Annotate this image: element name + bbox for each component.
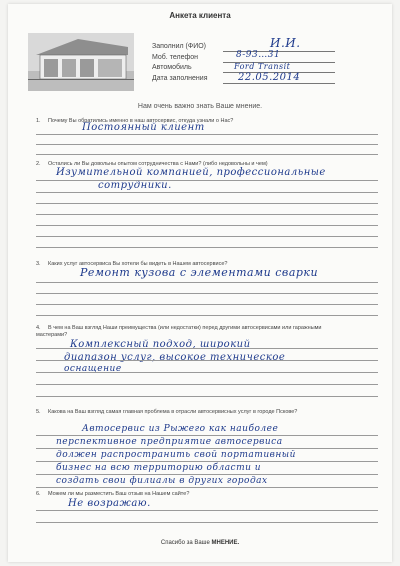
thanks-footer (8, 540, 392, 546)
question-number: 4. (36, 325, 41, 331)
answer-line (36, 461, 378, 462)
answer-5-line-3: должен распространить свой портативный (56, 450, 296, 460)
question-text: Каких услуг автосервиса Вы хотели бы видеть в Нашем автосервисе? (48, 261, 228, 267)
question-text: Почему Вы обратились именно в наш автосервис, откуда узнали о Нас? (48, 118, 234, 124)
answer-line (36, 154, 378, 155)
answer-line (36, 293, 378, 294)
question-5 (36, 409, 336, 416)
company-logo (28, 33, 134, 91)
answer-line (36, 448, 378, 449)
answer-6-line-1: Не возражаю. (68, 498, 151, 509)
answer-line (36, 474, 378, 475)
field-value-car: Ford Transit (234, 62, 291, 71)
thanks-emphasis: МНЕНИЕ. (211, 540, 240, 546)
field-label-date: Дата заполнения (152, 75, 208, 82)
answer-3-line-1: Ремонт кузова с элементами сварки (80, 266, 319, 279)
question-number: 5. (36, 409, 41, 415)
answer-line (36, 282, 378, 283)
answer-4-line-1: Комплексный подход, широкий (70, 339, 251, 350)
answer-line (36, 203, 378, 204)
answer-line (36, 214, 378, 215)
answer-5-line-1: Автосервис из Рыжего как наиболее (82, 424, 279, 434)
field-label-phone: Моб. телефон (152, 54, 198, 61)
field-value-name: И.И. (270, 36, 301, 50)
question-number: 6. (36, 491, 41, 497)
answer-5-line-5: создать свои филиалы в других городах (56, 476, 268, 486)
answer-line (36, 396, 378, 397)
question-text: В чем на Ваш взгляд Наши преимущества (или недостатки) перед другими автосервисами или гаражными мастерами? (36, 325, 322, 338)
field-value-date: 22.05.2014 (238, 72, 301, 83)
answer-4-line-2: диапазон услуг, высокое техническое (64, 352, 286, 363)
answer-line (36, 372, 378, 373)
answer-2-line-2: сотрудники. (98, 180, 172, 191)
question-4 (36, 325, 336, 339)
form-title: Анкета клиента (169, 11, 231, 20)
answer-line (36, 348, 378, 349)
question-text: Какова на Ваш взгляд самая главная проблема в отрасли автосервисных услуг в городе Пскове? (48, 409, 298, 415)
answer-2-line-1: Изумительной компанией, профессиональные (56, 167, 326, 178)
field-value-phone: 8-93…31 (236, 50, 281, 60)
answer-line (36, 435, 378, 436)
question-number: 2. (36, 161, 41, 167)
answer-line (36, 236, 378, 237)
field-line-date (223, 83, 335, 84)
answer-line (36, 144, 378, 145)
answer-line (36, 384, 378, 385)
answer-1-line-1: Постоянный клиент (82, 122, 205, 133)
answer-line (36, 192, 378, 193)
answer-line (36, 225, 378, 226)
field-label-car: Автомобиль (152, 64, 192, 71)
answer-4-line-3: оснащение (64, 364, 122, 374)
answer-line (36, 522, 378, 523)
answer-line (36, 487, 378, 488)
question-6 (36, 491, 336, 498)
answer-5-line-2: перспективное предприятие автосервиса (56, 437, 283, 447)
answer-line (36, 134, 378, 135)
question-number: 3. (36, 261, 41, 267)
answer-line (36, 315, 378, 316)
answer-line (36, 510, 378, 511)
question-text: Остались ли Вы довольны опытом сотрудничества с Нами? (либо недовольны и чем) (48, 161, 268, 167)
answer-5-line-4: бизнес на всю территорию области и (56, 463, 262, 473)
intro-text: Нам очень важно знать Ваше мнение. (137, 103, 263, 110)
questionnaire-sheet (8, 4, 392, 562)
question-number: 1. (36, 118, 41, 124)
answer-line (36, 360, 378, 361)
answer-line (36, 304, 378, 305)
answer-line (36, 247, 378, 248)
thanks-text: Спасибо за Ваше (160, 540, 212, 546)
answer-line (36, 180, 378, 181)
question-text: Можем ли мы разместить Ваш отзыв на Нашем сайте? (48, 491, 190, 497)
field-label-name: Заполнил (ФИО) (152, 43, 207, 50)
